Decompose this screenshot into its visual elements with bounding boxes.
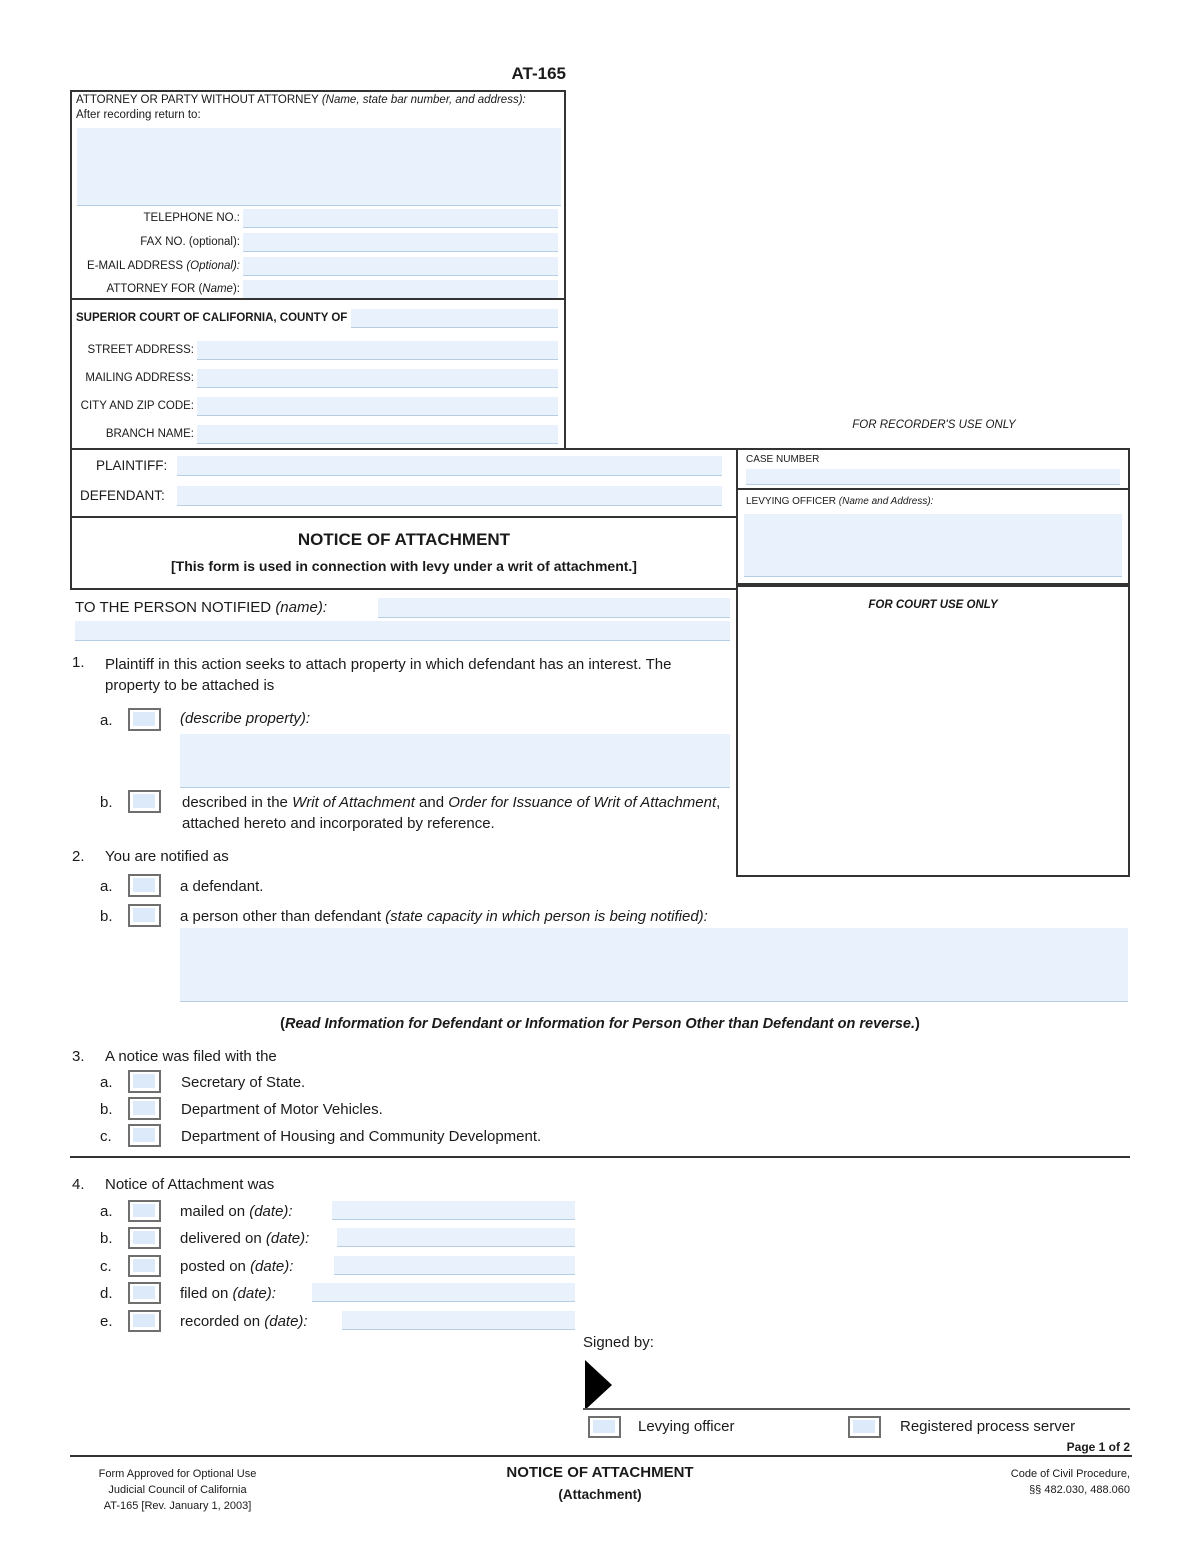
item4-number: 4. xyxy=(72,1176,85,1193)
levying-officer-label xyxy=(746,496,933,507)
footer-left xyxy=(70,1466,285,1514)
levying-officer-checkbox-fill xyxy=(593,1420,615,1433)
footer-right xyxy=(930,1466,1130,1498)
item4d-label xyxy=(180,1285,276,1302)
process-server-checkbox-fill xyxy=(853,1420,875,1433)
item3b-checkbox[interactable] xyxy=(128,1097,161,1120)
footer-subtitle: (Attachment) xyxy=(558,1487,642,1502)
item3b-label: Department of Motor Vehicles. xyxy=(181,1101,383,1118)
plaintiff-label: PLAINTIFF: xyxy=(96,458,168,473)
branch-field[interactable] xyxy=(197,425,558,444)
item4a-date-field[interactable] xyxy=(332,1201,575,1220)
item3b-letter: b. xyxy=(100,1101,113,1118)
item2b-italic: (state capacity in which person is being notified): xyxy=(385,908,708,925)
footer-right-line2: §§ 482.030, 488.060 xyxy=(1029,1484,1130,1496)
item4e-label xyxy=(180,1313,308,1330)
signature-arrow-icon xyxy=(585,1360,612,1410)
county-field[interactable] xyxy=(351,309,558,328)
court-box xyxy=(70,298,566,450)
item2a-letter: a. xyxy=(100,878,113,895)
item4a-label xyxy=(180,1203,293,1220)
case-number-field[interactable] xyxy=(746,469,1120,485)
notice-title-box xyxy=(70,516,738,590)
read-note-open: ( xyxy=(280,1016,285,1032)
process-server-checkbox[interactable] xyxy=(848,1416,881,1438)
item2b-label xyxy=(180,908,708,925)
signature-line xyxy=(583,1408,1130,1410)
levying-officer-label-text: LEVYING OFFICER xyxy=(746,496,839,507)
telephone-field[interactable] xyxy=(243,209,558,228)
parties-box xyxy=(70,448,738,518)
footer-title: NOTICE OF ATTACHMENT xyxy=(506,1464,694,1481)
case-number-box xyxy=(736,448,1130,490)
item3c-checkbox-fill xyxy=(133,1128,155,1142)
levying-officer-option-label: Levying officer xyxy=(638,1418,735,1435)
item1a-describe-field[interactable] xyxy=(180,734,730,788)
person-notified-field-line2[interactable] xyxy=(75,621,730,641)
defendant-field[interactable] xyxy=(177,486,722,506)
attorney-for-row xyxy=(72,279,558,299)
item1b-t3: , attached hereto and incorporated by reference. xyxy=(182,794,721,832)
item4a-pre: mailed on xyxy=(180,1203,250,1220)
attorney-for-pre: ATTORNEY FOR ( xyxy=(106,283,203,295)
item4e-checkbox-fill xyxy=(133,1314,155,1327)
item1a-checkbox[interactable] xyxy=(128,708,161,731)
levying-officer-label-detail: (Name and Address): xyxy=(838,496,934,507)
item4c-label xyxy=(180,1258,293,1275)
item4d-date-field[interactable] xyxy=(312,1283,575,1302)
item2b-checkbox-fill xyxy=(133,908,155,922)
item1a-letter: a. xyxy=(100,712,113,729)
item3c-letter: c. xyxy=(100,1128,112,1145)
attorney-for-italic: Name xyxy=(202,283,233,295)
item1b-t2: and xyxy=(414,794,449,811)
item4b-letter: b. xyxy=(100,1230,113,1247)
section-divider xyxy=(70,1156,1130,1158)
item2a-label: a defendant. xyxy=(180,878,264,895)
item4c-checkbox-fill xyxy=(133,1259,155,1272)
item4a-checkbox[interactable] xyxy=(128,1200,161,1222)
footer-left-line3: AT-165 [Rev. January 1, 2003] xyxy=(103,1500,252,1512)
form-code: AT-165 xyxy=(511,64,566,83)
mailing-row xyxy=(72,368,558,388)
after-recording-label: After recording return to: xyxy=(76,109,201,121)
person-notified-italic: (name): xyxy=(275,599,327,616)
item4e-italic: (date): xyxy=(264,1313,308,1330)
item2b-letter: b. xyxy=(100,908,113,925)
item4e-checkbox[interactable] xyxy=(128,1310,161,1332)
person-notified-label xyxy=(75,599,327,616)
branch-label: BRANCH NAME: xyxy=(105,428,194,440)
fax-row xyxy=(72,232,558,252)
item1a-label: (describe property): xyxy=(180,710,311,727)
item4e-pre: recorded on xyxy=(180,1313,265,1330)
read-note-text: Read Information for Defendant or Information for Person Other than Defendant on reverse. xyxy=(284,1016,915,1032)
item2b-pre: a person other than defendant xyxy=(180,908,386,925)
item3b-checkbox-fill xyxy=(133,1101,155,1115)
item4a-letter: a. xyxy=(100,1203,113,1220)
item4a-italic: (date): xyxy=(249,1203,293,1220)
footer-divider xyxy=(70,1455,1132,1457)
plaintiff-field[interactable] xyxy=(177,456,722,476)
item2b-capacity-field[interactable] xyxy=(180,928,1128,1002)
person-notified-field-line1[interactable] xyxy=(378,598,730,618)
levying-officer-box xyxy=(736,488,1130,585)
item1-number: 1. xyxy=(72,654,85,671)
telephone-row xyxy=(72,208,558,228)
footer-right-line1: Code of Civil Procedure, xyxy=(1010,1468,1130,1480)
item1b-i2: Order for Issuance of Writ of Attachment xyxy=(448,794,717,811)
item4e-letter: e. xyxy=(100,1313,113,1330)
signed-by-label: Signed by: xyxy=(583,1334,654,1351)
court-use-box xyxy=(736,585,1130,877)
street-field[interactable] xyxy=(197,341,558,360)
item3a-letter: a. xyxy=(100,1074,113,1091)
item3c-checkbox[interactable] xyxy=(128,1124,161,1147)
fax-label: FAX NO. (optional): xyxy=(140,236,240,248)
item3-text: A notice was filed with the xyxy=(105,1048,277,1065)
fax-field[interactable] xyxy=(243,233,558,252)
item2-text: You are notified as xyxy=(105,848,229,865)
item4b-label xyxy=(180,1230,309,1247)
item4d-checkbox-fill xyxy=(133,1286,155,1299)
item4d-pre: filed on xyxy=(180,1285,233,1302)
attorney-for-field[interactable] xyxy=(243,280,558,299)
court-title: SUPERIOR COURT OF CALIFORNIA, COUNTY OF xyxy=(76,312,348,324)
city-zip-label: CITY AND ZIP CODE: xyxy=(80,400,194,412)
item4d-checkbox[interactable] xyxy=(128,1282,161,1304)
item3c-label: Department of Housing and Community Development. xyxy=(181,1128,542,1145)
item1b-letter: b. xyxy=(100,794,113,811)
attorney-for-label xyxy=(72,283,243,295)
item2-number: 2. xyxy=(72,848,85,865)
item4e-date-field[interactable] xyxy=(342,1311,575,1330)
item4c-italic: (date): xyxy=(250,1258,294,1275)
item1a-checkbox-fill xyxy=(133,712,155,726)
item4c-checkbox[interactable] xyxy=(128,1255,161,1277)
read-note-close: ) xyxy=(915,1016,920,1032)
footer-left-line1: Form Approved for Optional Use xyxy=(98,1468,257,1480)
read-note xyxy=(70,1016,1130,1032)
case-number-label: CASE NUMBER xyxy=(746,454,820,465)
attorney-for-post: ): xyxy=(232,283,240,295)
item4b-checkbox-fill xyxy=(133,1231,155,1244)
branch-row xyxy=(72,424,558,444)
process-server-option-label: Registered process server xyxy=(900,1418,1076,1435)
city-zip-row xyxy=(72,396,558,416)
item4-text: Notice of Attachment was xyxy=(105,1176,275,1193)
attorney-address-field[interactable] xyxy=(77,128,561,206)
court-use-note: FOR COURT USE ONLY xyxy=(868,599,998,611)
levying-officer-field[interactable] xyxy=(744,514,1122,577)
email-row xyxy=(72,256,558,276)
item4c-date-field[interactable] xyxy=(334,1256,575,1275)
attorney-box-title-text: ATTORNEY OR PARTY WITHOUT ATTORNEY xyxy=(76,94,322,106)
attorney-box-title-detail: (Name, state bar number, and address): xyxy=(321,94,526,106)
email-label-detail: (Optional): xyxy=(186,260,240,272)
street-label: STREET ADDRESS: xyxy=(87,344,194,356)
item1b-i1: Writ of Attachment xyxy=(292,794,415,811)
page-number: Page 1 of 2 xyxy=(1066,1440,1130,1454)
email-label-text: E-MAIL ADDRESS xyxy=(87,260,187,272)
court-title-row xyxy=(72,308,558,328)
item4d-italic: (date): xyxy=(232,1285,276,1302)
city-zip-field[interactable] xyxy=(197,397,558,416)
mailing-label: MAILING ADDRESS: xyxy=(85,372,194,384)
item4b-italic: (date): xyxy=(265,1230,310,1247)
mailing-field[interactable] xyxy=(197,369,558,388)
item4d-letter: d. xyxy=(100,1285,113,1302)
item3a-label: Secretary of State. xyxy=(181,1074,306,1091)
item1b-t1: described in the xyxy=(182,794,293,811)
item1b-text xyxy=(182,792,737,834)
item3a-checkbox-fill xyxy=(133,1074,155,1088)
item4b-checkbox[interactable] xyxy=(128,1227,161,1249)
attorney-box-title xyxy=(76,94,560,106)
item3a-checkbox[interactable] xyxy=(128,1070,161,1093)
notice-title: NOTICE OF ATTACHMENT xyxy=(297,530,511,549)
item4b-date-field[interactable] xyxy=(337,1228,575,1247)
email-field[interactable] xyxy=(243,257,558,276)
defendant-label: DEFENDANT: xyxy=(80,488,165,503)
item1b-checkbox[interactable] xyxy=(128,790,161,813)
item2b-checkbox[interactable] xyxy=(128,904,161,927)
street-row xyxy=(72,340,558,360)
footer-left-line2: Judicial Council of California xyxy=(108,1484,247,1496)
recorder-use-note: FOR RECORDER'S USE ONLY xyxy=(852,419,1016,431)
levying-officer-checkbox[interactable] xyxy=(588,1416,621,1438)
telephone-label: TELEPHONE NO.: xyxy=(143,212,240,224)
item4b-pre: delivered on xyxy=(180,1230,266,1247)
item4c-letter: c. xyxy=(100,1258,112,1275)
notice-subtitle: [This form is used in connection with levy under a writ of attachment.] xyxy=(171,558,637,574)
attorney-box xyxy=(70,90,566,300)
footer-center xyxy=(400,1464,800,1502)
person-notified-pre: TO THE PERSON NOTIFIED xyxy=(75,599,276,616)
item1b-checkbox-fill xyxy=(133,794,155,808)
item1-text: Plaintiff in this action seeks to attach property in which defendant has an interest. The property to be attached is xyxy=(105,656,672,694)
email-label xyxy=(72,260,243,272)
item4c-pre: posted on xyxy=(180,1258,251,1275)
item2a-checkbox-fill xyxy=(133,878,155,892)
item3-number: 3. xyxy=(72,1048,85,1065)
item4a-checkbox-fill xyxy=(133,1204,155,1217)
item2a-checkbox[interactable] xyxy=(128,874,161,897)
